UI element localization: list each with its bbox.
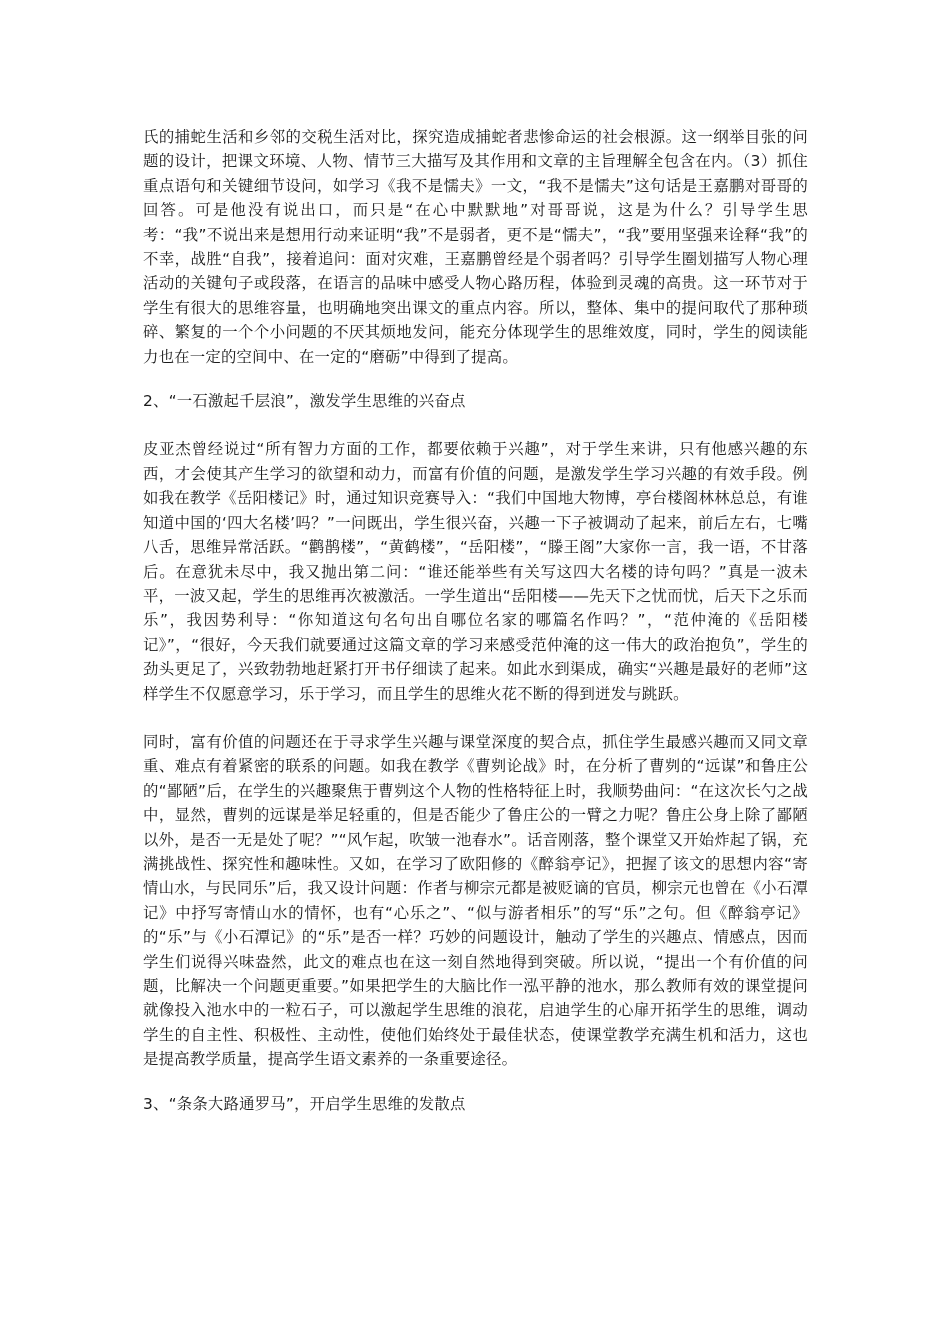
paragraph-1: 氏的捕蛇生活和乡邻的交税生活对比，探究造成捕蛇者悲惨命运的社会根源。这一纲举目张的问题的设计，把课文环境、人物、情节三大描写及其作用和文章的主旨理解全包含在内。（3）抓住重点语句和关键细节设问，如学习《我不是懦夫》一文，“我不是懦夫”这句话是王嘉鹏对哥哥的回答。可是他没有说出口，而只是“在心中默默地”对哥哥说，这是为什么？引导学生思考：“我”不说出来是想用行动来证明“我”不是弱者，更不是“懦夫”，“我”要用坚强来诠释“我”的不幸，战胜“自我”，接着追问：面对灾难，王嘉鹏曾经是个弱者吗？引导学生圈划描写人物心理活动的关键句子或段落，在语言的品味中感受人物心路历程，体验到灵魂的高贵。这一环节对于学生有很大的思维容量，也明确地突出课文的重点内容。所以，整体、集中的提问取代了那种琐碎、繁复的一个个小问题的不厌其烦地发问，能充分体现学生的思维效度，同时，学生的阅读能力也在一定的空间中、在一定的“磨砺”中得到了提高。 xyxy=(143,128,808,366)
paragraph-3: 同时，富有价值的问题还在于寻求学生兴趣与课堂深度的契合点，抓住学生最感兴趣而又同文章重、难点有着紧密的联系的问题。如我在教学《曹刿论战》时，在分析了曹刿的“远谋”和鲁庄公的“鄙陋”后，在学生的兴趣聚焦于曹刿这个人物的性格特征上时，我顺势曲问：“在这次长勺之战中，显然，曹刿的远谋是举足轻重的，但是否能少了鲁庄公的一臂之力呢？鲁庄公身上除了鄙陋以外，是否一无是处了呢？”“风乍起，吹皱一池春水”。话音刚落，整个课堂又开始炸起了锅，充满挑战性、探究性和趣味性。又如，在学习了欧阳修的《醉翁亭记》，把握了该文的思想内容“寄情山水，与民同乐”后，我又设计问题：作者与柳宗元都是被贬谪的官员，柳宗元也曾在《小石潭记》中抒写寄情山水的情怀，也有“心乐之”、“似与游者相乐”的写“乐”之句。但《醉翁亭记》的“乐”与《小石潭记》的“乐”是否一样？巧妙的问题设计，触动了学生的兴趣点、情感点，因而学生们说得兴味盎然，此文的难点也在这一刻自然地得到突破。所以说，“提出一个有价值的问题，比解决一个问题更重要。”如果把学生的大脑比作一泓平静的池水，那么教师有效的课堂提问就像投入池水中的一粒石子，可以激起学生思维的浪花，启迪学生的心扉开拓学生的思维，调动学生的自主性、积极性、主动性，使他们始终处于最佳状态，使课堂教学充满生机和活力，这也是提高教学质量，提高学生语文素养的一条重要途径。 xyxy=(143,732,808,1069)
section-heading-3: 3、“条条大路通罗马”，开启学生思维的发散点 xyxy=(143,1094,466,1113)
section-heading-2: 2、“一石激起千层浪”，激发学生思维的兴奋点 xyxy=(143,392,466,411)
paragraph-2: 皮亚杰曾经说过“所有智力方面的工作，都要依赖于兴趣”，对于学生来讲，只有他感兴趣的东西，才会使其产生学习的欲望和动力，而富有价值的问题，是激发学生学习兴趣的有效手段。例如我在教学《岳阳楼记》时，通过知识竞赛导入：“我们中国地大物博，亭台楼阁林林总总，有谁知道中国的‘四大名楼’吗？”一问既出，学生很兴奋，兴趣一下子被调动了起来，前后左右，七嘴八舌，思维异常活跃。“鹳鹊楼”，“黄鹤楼”，“岳阳楼”，“滕王阁”大家你一言，我一语，不甘落后。在意犹未尽中，我又抛出第二问：“谁还能举些有关写这四大名楼的诗句吗？”真是一波未平，一波又起，学生的思维再次被激活。一学生道出“岳阳楼——先天下之忧而忧，后天下之乐而乐”，我因势利导：“你知道这句名句出自哪位名家的哪篇名作吗？”，“范仲淹的《岳阳楼记》”，“很好，今天我们就要通过这篇文章的学习来感受范仲淹的这一伟大的政治抱负”，学生的劲头更足了，兴致勃勃地赶紧打开书仔细读了起来。如此水到渠成，确实“兴趣是最好的老师”这样学生不仅愿意学习，乐于学习，而且学生的思维火花不断的得到迸发与跳跃。 xyxy=(143,440,808,703)
document-page xyxy=(143,125,808,1116)
